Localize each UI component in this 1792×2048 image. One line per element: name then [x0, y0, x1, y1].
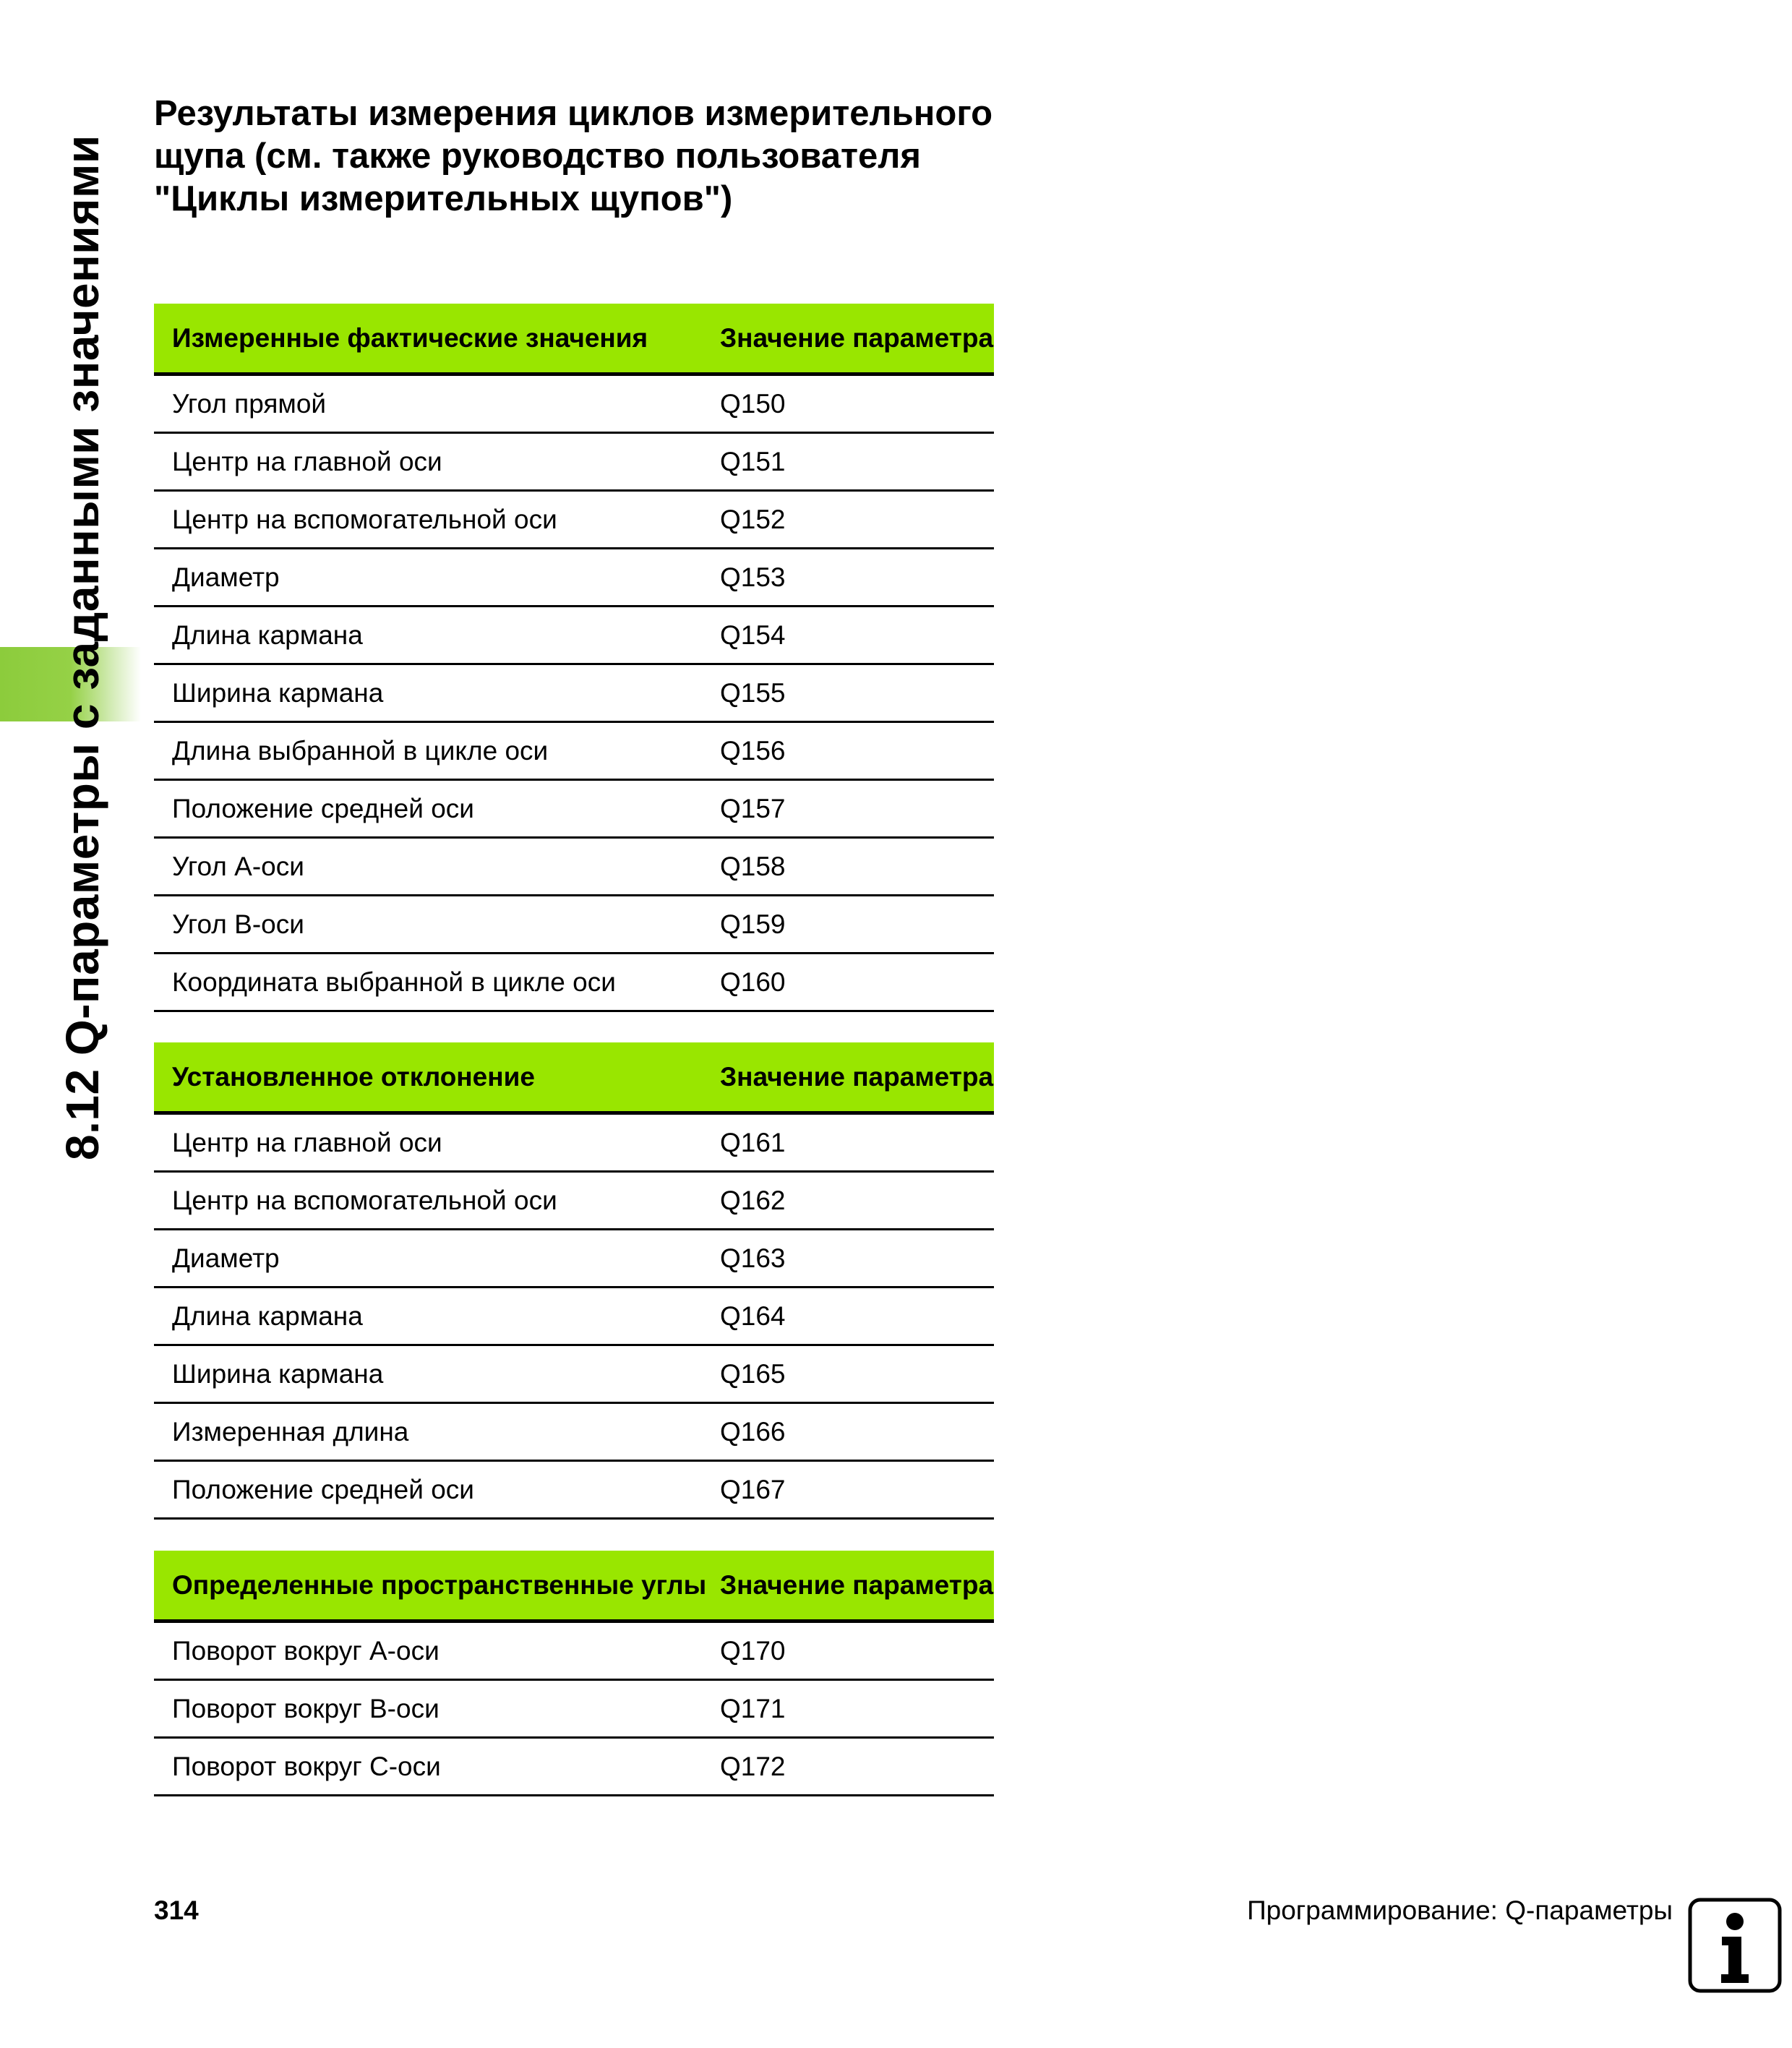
row-param: Q150 [720, 388, 786, 419]
row-param: Q160 [720, 967, 786, 997]
row-param: Q162 [720, 1185, 786, 1215]
table-row [154, 896, 994, 954]
table-row [154, 1623, 994, 1681]
row-param: Q164 [720, 1301, 786, 1331]
table-row [154, 549, 994, 607]
row-label: Длина выбранной в цикле оси [172, 735, 549, 766]
table-header [154, 1551, 994, 1623]
table-row [154, 1739, 994, 1796]
header-cell: Определенные пространственные углы [172, 1569, 707, 1600]
row-label: Поворот вокруг А-оси [172, 1635, 440, 1666]
table-row [154, 1404, 994, 1462]
row-label: Угол А-оси [172, 851, 304, 881]
header-cell: Значение параметра [720, 1061, 994, 1092]
row-param: Q165 [720, 1358, 786, 1389]
row-label: Центр на главной оси [172, 1127, 442, 1157]
measured-values-table [154, 304, 994, 1012]
row-label: Положение средней оси [172, 1474, 474, 1504]
row-param: Q154 [720, 620, 786, 650]
info-icon [1688, 1898, 1782, 1993]
header-cell: Значение параметра [720, 322, 994, 353]
table-row [154, 1115, 994, 1173]
spatial-angles-table [154, 1551, 994, 1796]
row-param: Q166 [720, 1416, 786, 1447]
row-label: Центр на вспомогательной оси [172, 504, 557, 534]
row-label: Ширина кармана [172, 1358, 384, 1389]
deviation-table [154, 1042, 994, 1520]
header-cell: Измеренные фактические значения [172, 322, 648, 353]
row-label: Координата выбранной в цикле оси [172, 967, 616, 997]
page-number: 314 [154, 1895, 199, 1925]
table-row [154, 434, 994, 492]
row-param: Q156 [720, 735, 786, 766]
table-row [154, 1681, 994, 1739]
table-row [154, 607, 994, 665]
row-label: Ширина кармана [172, 677, 384, 708]
table-row [154, 1173, 994, 1230]
table-row [154, 665, 994, 723]
row-label: Длина кармана [172, 1301, 363, 1331]
row-param: Q170 [720, 1635, 786, 1666]
table-row [154, 954, 994, 1012]
row-param: Q153 [720, 562, 786, 592]
row-label: Центр на главной оси [172, 446, 442, 476]
section-title-vertical: 8.12 Q-параметры с заданными значениями [56, 134, 108, 1160]
page-heading: Результаты измерения циклов измерительного щупа (см. также руководство пользователя "Циклы измерительных щупов") [154, 94, 993, 218]
row-param: Q152 [720, 504, 786, 534]
table-header [154, 304, 994, 376]
table-row [154, 1462, 994, 1520]
table-row [154, 839, 994, 896]
chapter-title: Программирование: Q-параметры [1247, 1895, 1673, 1925]
table-row [154, 492, 994, 549]
row-label: Положение средней оси [172, 793, 474, 823]
row-param: Q155 [720, 677, 786, 708]
row-label: Диаметр [172, 562, 280, 592]
header-cell: Значение параметра [720, 1569, 994, 1600]
table-row [154, 781, 994, 839]
row-param: Q157 [720, 793, 786, 823]
row-param: Q151 [720, 446, 786, 476]
row-param: Q159 [720, 909, 786, 939]
table-row [154, 1346, 994, 1404]
row-param: Q163 [720, 1243, 786, 1273]
header-cell: Установленное отклонение [172, 1061, 535, 1092]
table-row [154, 1288, 994, 1346]
row-param: Q158 [720, 851, 786, 881]
row-label: Центр на вспомогательной оси [172, 1185, 557, 1215]
row-label: Угол прямой [172, 388, 327, 419]
row-label: Поворот вокруг В-оси [172, 1693, 440, 1723]
row-label: Угол В-оси [172, 909, 304, 939]
table-row [154, 1230, 994, 1288]
row-label: Поворот вокруг С-оси [172, 1751, 441, 1781]
row-param: Q167 [720, 1474, 786, 1504]
row-label: Длина кармана [172, 620, 363, 650]
row-param: Q171 [720, 1693, 786, 1723]
table-row [154, 723, 994, 781]
table-row [154, 376, 994, 434]
row-label: Диаметр [172, 1243, 280, 1273]
table-header [154, 1042, 994, 1115]
row-param: Q161 [720, 1127, 786, 1157]
row-param: Q172 [720, 1751, 786, 1781]
row-label: Измеренная длина [172, 1416, 409, 1447]
